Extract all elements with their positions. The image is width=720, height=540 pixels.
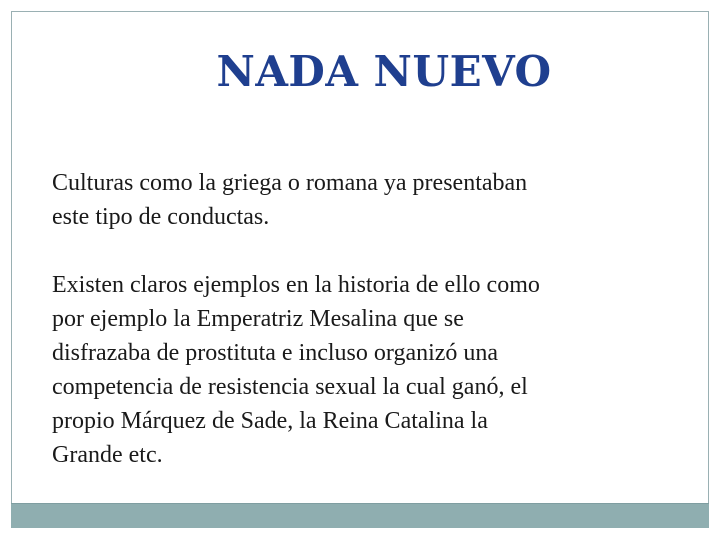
slide-body xyxy=(52,166,692,472)
paragraph-culturas: Culturas como la griega o romana ya presentaban este tipo de conductas. xyxy=(52,170,528,230)
slide-title: NADA NUEVO xyxy=(216,47,552,96)
paragraph-ejemplos: Existen claros ejemplos en la historia de ello como por ejemplo la Emperatriz Mesalina que se disfrazaba de prostituta e incluso organizó una competencia de resistencia sexual la cual ganó, el propio Márquez de Sade, la Reina Catalina la Grande etc. xyxy=(52,272,540,468)
footer-bar xyxy=(11,503,709,528)
